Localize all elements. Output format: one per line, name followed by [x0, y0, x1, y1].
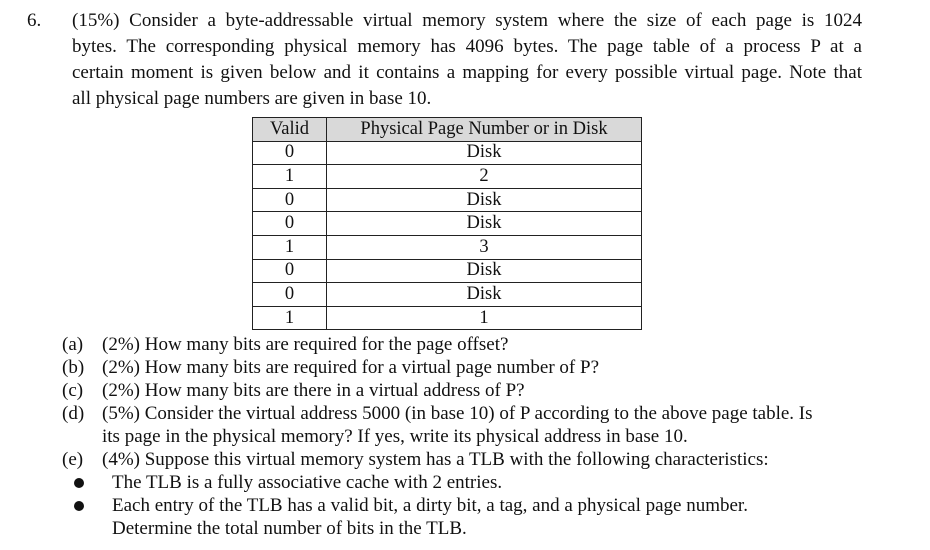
- valid-cell: 1: [253, 306, 327, 330]
- part-text: (2%) How many bits are required for the page offset?: [102, 334, 509, 355]
- part-text: (2%) How many bits are required for a virtual page number of P?: [102, 357, 599, 378]
- part-d: [62, 402, 862, 448]
- physical-page-cell: Disk: [327, 212, 642, 236]
- tlb-characteristics-list: [62, 471, 862, 517]
- physical-page-cell: 3: [327, 235, 642, 259]
- part-label: (b): [62, 357, 85, 378]
- part-label: (c): [62, 380, 84, 401]
- table-row: [253, 212, 642, 236]
- part-label: (a): [62, 334, 84, 355]
- question-intro: [72, 8, 862, 112]
- table-row: [253, 283, 642, 307]
- valid-cell: 1: [253, 235, 327, 259]
- part-a: [62, 333, 862, 356]
- part-b: [62, 356, 862, 379]
- physical-page-cell: Disk: [327, 259, 642, 283]
- list-item-text: Each entry of the TLB has a valid bit, a dirty bit, a tag, and a physical page number.: [112, 495, 748, 516]
- table-header-row: [253, 118, 642, 142]
- list-item: [62, 471, 862, 494]
- table-row: [253, 165, 642, 189]
- valid-cell: 0: [253, 141, 327, 165]
- physical-page-cell: 1: [327, 306, 642, 330]
- part-c: [62, 379, 862, 402]
- sub-questions: [62, 333, 862, 540]
- page-table: [252, 117, 642, 330]
- bullet-icon: [74, 478, 84, 488]
- valid-cell: 0: [253, 259, 327, 283]
- intro-line: (15%) Consider a byte-addressable virtual memory system where the size of each page is 1024: [72, 10, 862, 31]
- list-item: [62, 494, 862, 517]
- valid-cell: 0: [253, 283, 327, 307]
- table-row: [253, 235, 642, 259]
- physical-page-cell: Disk: [327, 283, 642, 307]
- part-e-closing: Determine the total number of bits in the TLB.: [112, 518, 467, 539]
- physical-page-cell: 2: [327, 165, 642, 189]
- table-row: [253, 259, 642, 283]
- part-e: [62, 448, 862, 471]
- physical-page-cell: Disk: [327, 141, 642, 165]
- valid-cell: 0: [253, 212, 327, 236]
- valid-cell: 0: [253, 188, 327, 212]
- table-row: [253, 141, 642, 165]
- list-item-text: The TLB is a fully associative cache with 2 entries.: [112, 472, 503, 493]
- valid-cell: 1: [253, 165, 327, 189]
- part-text-line: (5%) Consider the virtual address 5000 (in base 10) of P according to the above page table. Is: [102, 403, 813, 424]
- table-row: [253, 306, 642, 330]
- column-header-physical-page: Physical Page Number or in Disk: [327, 118, 642, 142]
- column-header-valid: Valid: [253, 118, 327, 142]
- part-label: (d): [62, 403, 85, 424]
- intro-line: all physical page numbers are given in base 10.: [72, 88, 432, 109]
- part-text-line: its page in the physical memory? If yes, write its physical address in base 10.: [102, 426, 688, 447]
- part-text: (4%) Suppose this virtual memory system has a TLB with the following characteristics:: [102, 449, 769, 470]
- question-number: 6.: [27, 10, 42, 31]
- bullet-icon: [74, 501, 84, 511]
- part-text: (2%) How many bits are there in a virtual address of P?: [102, 380, 525, 401]
- intro-line: bytes. The corresponding physical memory has 4096 bytes. The page table of a process P at a: [72, 36, 862, 57]
- part-label: (e): [62, 449, 84, 470]
- physical-page-cell: Disk: [327, 188, 642, 212]
- intro-line: certain moment is given below and it contains a mapping for every possible virtual page. Note that: [72, 62, 862, 83]
- table-row: [253, 188, 642, 212]
